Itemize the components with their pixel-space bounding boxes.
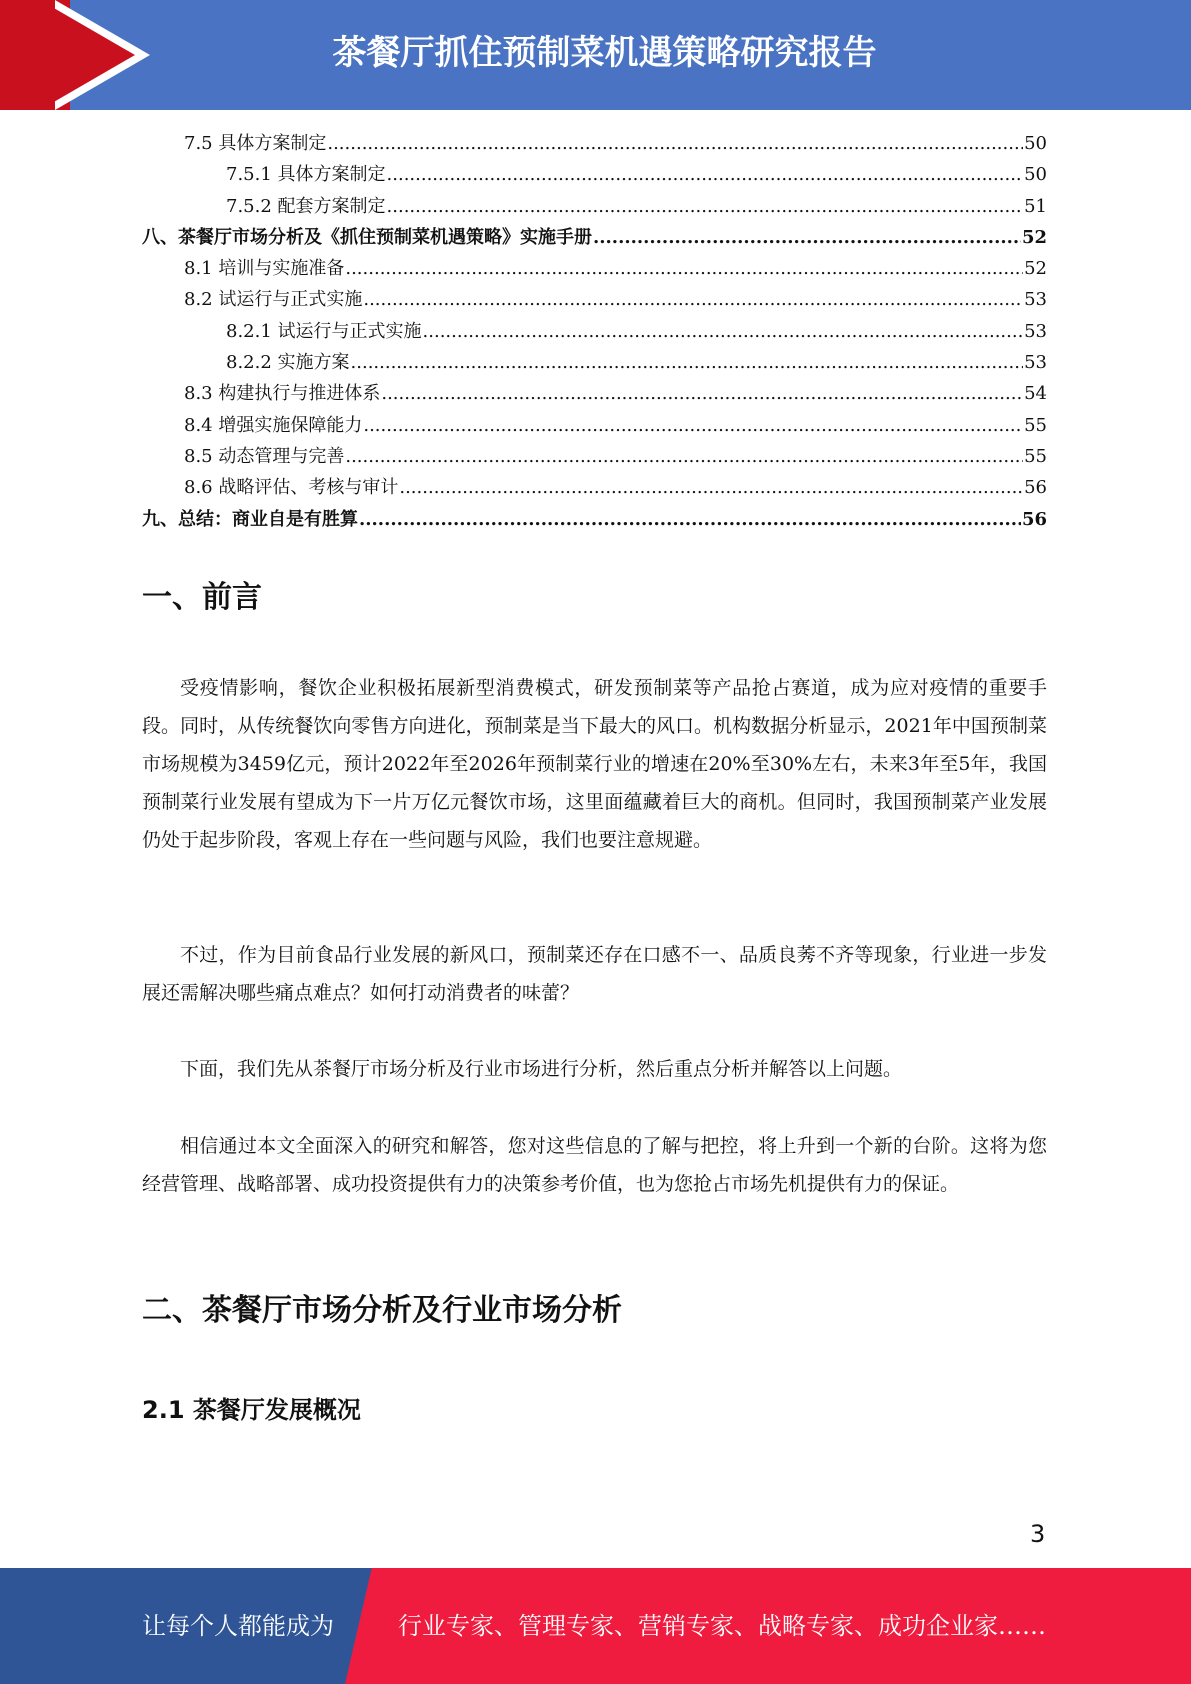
toc-entry[interactable] [142, 347, 1047, 378]
toc-entry-label: 7.5 具体方案制定 [184, 133, 327, 154]
toc-leader-dots [399, 472, 1023, 503]
footer-slogan-right: 行业专家、管理专家、营销专家、战略专家、成功企业家…… [398, 1612, 1046, 1640]
toc-entry-label: 8.1 培训与实施准备 [184, 258, 345, 280]
toc-entry-label: 8.3 构建执行与推进体系 [184, 383, 381, 405]
page-header [0, 0, 1191, 110]
toc-entry-page: 56 [1021, 508, 1047, 530]
toc-entry[interactable] [142, 316, 1047, 347]
toc-entry-page: 51 [1024, 195, 1047, 217]
toc-entry-label: 7.5.2 配套方案制定 [226, 195, 386, 217]
toc-entry[interactable] [142, 472, 1047, 503]
toc-leader-dots [327, 128, 1023, 159]
toc-leader-dots [387, 159, 1024, 190]
toc-entry[interactable] [142, 128, 1047, 159]
toc-entry-page: 52 [1021, 226, 1047, 248]
toc-leader-dots [359, 504, 1021, 535]
toc-entry[interactable] [142, 253, 1047, 284]
toc-entry[interactable] [142, 284, 1047, 315]
toc-entry-page: 55 [1024, 445, 1047, 467]
page-number: 3 [1030, 1520, 1046, 1548]
toc-entry-page: 54 [1024, 383, 1047, 405]
toc-leader-dots [363, 410, 1023, 441]
toc-entry-page: 50 [1024, 133, 1047, 154]
toc-entry[interactable] [142, 410, 1047, 441]
toc-leader-dots [345, 441, 1023, 472]
footer-slogan-left: 让每个人都能成为 [142, 1612, 334, 1640]
toc-entry-page: 53 [1024, 352, 1047, 374]
section-heading-preface: 一、前言 [142, 580, 262, 615]
report-title: 茶餐厅抓住预制菜机遇策略研究报告 [332, 33, 877, 73]
toc-entry-label: 8.2.1 试运行与正式实施 [226, 320, 422, 342]
paragraph-3: 下面，我们先从茶餐厅市场分析及行业市场进行分析，然后重点分析并解答以上问题。 [180, 1058, 903, 1080]
toc-entry[interactable] [142, 441, 1047, 472]
toc-leader-dots [387, 191, 1024, 222]
table-of-contents [142, 128, 1047, 535]
toc-entry-label: 8.2.2 实施方案 [226, 352, 350, 374]
toc-entry[interactable] [142, 504, 1047, 535]
toc-leader-dots [423, 316, 1024, 347]
toc-entry-label: 8.4 增强实施保障能力 [184, 414, 363, 436]
subsection-heading-overview: 2.1 茶餐厅发展概况 [142, 1396, 361, 1424]
paragraph-4: 相信通过本文全面深入的研究和解答，您对这些信息的了解与把控，将上升到一个新的台阶。这将为您经营管理、战略部署、成功投资提供有力的决策参考价值，也为您抢占市场先机提供有力的保证。 [142, 1135, 1047, 1195]
toc-entry-label: 八、茶餐厅市场分析及《抓住预制菜机遇策略》实施手册 [142, 226, 592, 248]
toc-leader-dots [363, 284, 1023, 315]
paragraph-2: 不过，作为目前食品行业发展的新风口，预制菜还存在口感不一、品质良莠不齐等现象，行业进一步发展还需解决哪些痛点难点？如何打动消费者的味蕾？ [142, 944, 1047, 1004]
toc-entry-page: 53 [1024, 289, 1047, 311]
toc-entry-page: 52 [1024, 258, 1047, 280]
toc-entry-label: 8.2 试运行与正式实施 [184, 289, 363, 311]
toc-entry-label: 九、总结：商业自是有胜算 [142, 508, 358, 530]
toc-leader-dots [381, 378, 1023, 409]
page-footer [0, 1568, 1191, 1684]
toc-entry-label: 8.6 战略评估、考核与审计 [184, 477, 399, 499]
toc-entry[interactable] [142, 159, 1047, 190]
toc-entry[interactable] [142, 191, 1047, 222]
section-heading-market-analysis: 二、茶餐厅市场分析及行业市场分析 [142, 1293, 622, 1328]
toc-entry-label: 7.5.1 具体方案制定 [226, 164, 386, 186]
toc-leader-dots [593, 222, 1021, 253]
toc-entry-page: 56 [1024, 477, 1047, 499]
toc-leader-dots [345, 253, 1023, 284]
toc-entry[interactable] [142, 222, 1047, 253]
paragraph-1: 受疫情影响，餐饮企业积极拓展新型消费模式，研发预制菜等产品抢占赛道，成为应对疫情的重要手段。同时，从传统餐饮向零售方向进化，预制菜是当下最大的风口。机构数据分析显示，2021年中国预制菜市场规模为3459亿元，预计2022年至2026年预制菜行业的增速在20%至30%左右，未来3年至5年，我国预制菜行业发展有望成为下一片万亿元餐饮市场，这里面蕴藏着巨大的商机。但同时，我国预制菜产业发展仍处于起步阶段，客观上存在一些问题与风险，我们也要注意规避。 [142, 677, 1047, 851]
toc-entry-label: 8.5 动态管理与完善 [184, 445, 345, 467]
toc-entry-page: 53 [1024, 320, 1047, 342]
toc-entry[interactable] [142, 378, 1047, 409]
toc-entry-page: 55 [1024, 414, 1047, 436]
toc-leader-dots [351, 347, 1024, 378]
toc-entry-page: 50 [1024, 164, 1047, 186]
